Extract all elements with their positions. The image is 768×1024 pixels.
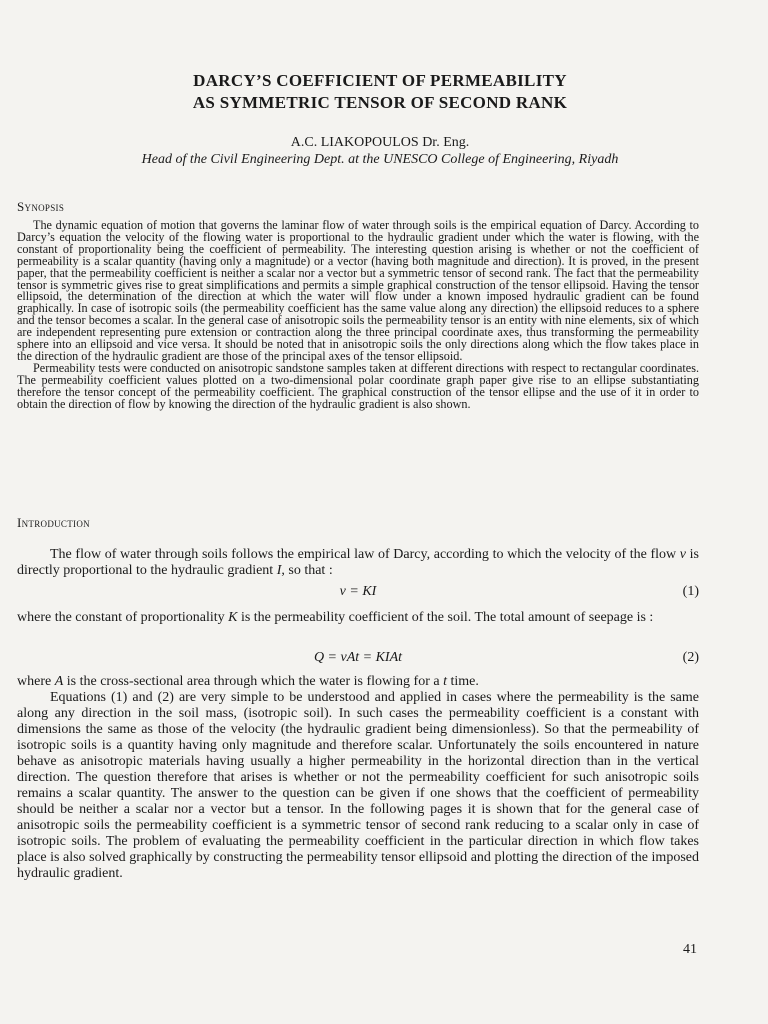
equation-1-number: (1) [682,584,699,599]
equation-1-expression: v = KI [339,584,377,599]
equation-2-expression: Q = vAt = KIAt [313,650,403,665]
synopsis-body [17,220,699,411]
page-number: 41 [683,942,697,957]
intro-paragraph-3: where A is the cross-sectional area through which the water is flowing for a t time. Equations (1) and (2) are very simple to be understood and applied in cases where the permeability is the same along any direction in the soil mass, (isotropic soil). In such cases the permeability coefficient is a constant with dimensions the same as those of the velocity (the hydraulic gradient being dimensionless). So that the permeability of isotropic soils is a quantity having only magnitude and therefore scalar. Unfortunately the soils encountered in nature behave as anisotropic materials having usually a higher permeability in the horizontal direction than in the vertical direction. The question therefore that arises is whether or not the permeability coefficient for such anisotropic soils remains a scalar quantity. The answer to the question can be given if one shows that the coefficient of permeability should be neither a scalar nor a vector but a tensor. In the following pages it is shown that for the general case of anisotropic soils the permeability coefficient is a symmetric tensor of second rank reducing to a scalar only in case of isotropic soils. The problem of evaluating the permeability coefficient in the particular direction in which flow takes place is also solved graphically by constructing the permeability tensor ellipsoid and plotting the direction of the imposed hydraulic gradient. [17,674,699,881]
title-line-1: DARCY’S COEFFICIENT OF PERMEABILITY [193,71,567,90]
synopsis-paragraph-2: Permeability tests were conducted on anisotropic sandstone samples taken at different directions with respect to rectangular coordinates. The permeability coefficient values plotted on a two-dimensional polar coordinate graph paper give rise to an ellipse substantiating therefore the tensor concept of the permeability coefficient. The graphical construction of the tensor ellipse and the use of it in order to obtain the direction of flow by knowing the direction of the hydraulic gradient is also shown. [17,360,699,411]
introduction-heading: Introduction [17,515,90,530]
intro-paragraph-4: Equations (1) and (2) are very simple to be understood and applied in cases where the permeability is the same along any direction in the soil mass, (isotropic soil). In such cases the permeability coefficient is a constant with dimensions the same as those of the velocity (the hydraulic gradient being dimensionless). So that the permeability of isotropic soils is a quantity having only magnitude and therefore scalar. Unfortunately the soils encountered in nature behave as anisotropic materials having usually a higher permeability in the horizontal direction than in the vertical direction. The question therefore that arises is whether or not the permeability coefficient for such anisotropic soils remains a scalar quantity. The answer to the question can be given if one shows that the coefficient of permeability should be neither a scalar nor a vector but a tensor. In the following pages it is shown that for the general case of anisotropic soils the permeability coefficient is a symmetric tensor of second rank reducing to a scalar only in case of isotropic soils. The problem of evaluating the permeability coefficient in the particular direction in which flow takes place is also solved graphically by constructing the permeability tensor ellipsoid and plotting the direction of the imposed hydraulic gradient. [17,690,699,881]
synopsis-paragraph-1: The dynamic equation of motion that governs the laminar flow of water through soils is the empirical equation of Darcy. According to Darcy’s equation the velocity of the flowing water is proportional to the hydraulic gradient under which the water is flowing, with the constant of proportionality being the coefficient of permeability. The interesting question arising is whether or not the coefficient of permeability is a scalar quantity (having only a magnitude) or a vector (having both magnitude and direction). It is proved, in the present paper, that the permeability coefficient is neither a scalar nor a vector but a symmetric tensor of second rank. The fact that the permeability tensor is symmetric gives rise to great simplifications and permits a simple graphical construction of the tensor ellipsoid. Having the tensor ellipsoid, the determination of the direction at which the water will flow under a known imposed hydraulic gradient can be found graphically. In case of isotropic soils (the permeability coefficient has the same value along any direction) the ellipsoid reduces to a sphere and the tensor becomes a scalar. In the general case of anisotropic soils the permeability tensor is an entity with nine elements, six of which are independent representing pure extension or contraction along the three principal coordinate axes, thus transforming the permeability sphere into an ellipsoid and vice versa. It should be noted that in anisotropic soils the only directions along which the flow takes place in the direction of the hydraulic gradient are those of the principal axes of the tensor ellipsoid. [17,218,699,363]
paper-title [60,70,700,114]
synopsis-heading: Synopsis [17,199,65,214]
intro-paragraph-1: The flow of water through soils follows the empirical law of Darcy, according to which the velocity of the flow v is directly proportional to the hydraulic gradient I, so that : [17,547,699,578]
intro-paragraph-2: where the constant of proportionality K is the permeability coefficient of the soil. The total amount of seepage is : [17,610,654,625]
author-name: A.C. LIAKOPOULOS Dr. Eng. [290,135,470,150]
author-affiliation: Head of the Civil Engineering Dept. at the UNESCO College of Engineering, Riyadh [141,152,619,167]
equation-2-number: (2) [682,650,699,665]
title-line-2: AS SYMMETRIC TENSOR OF SECOND RANK [192,93,568,112]
